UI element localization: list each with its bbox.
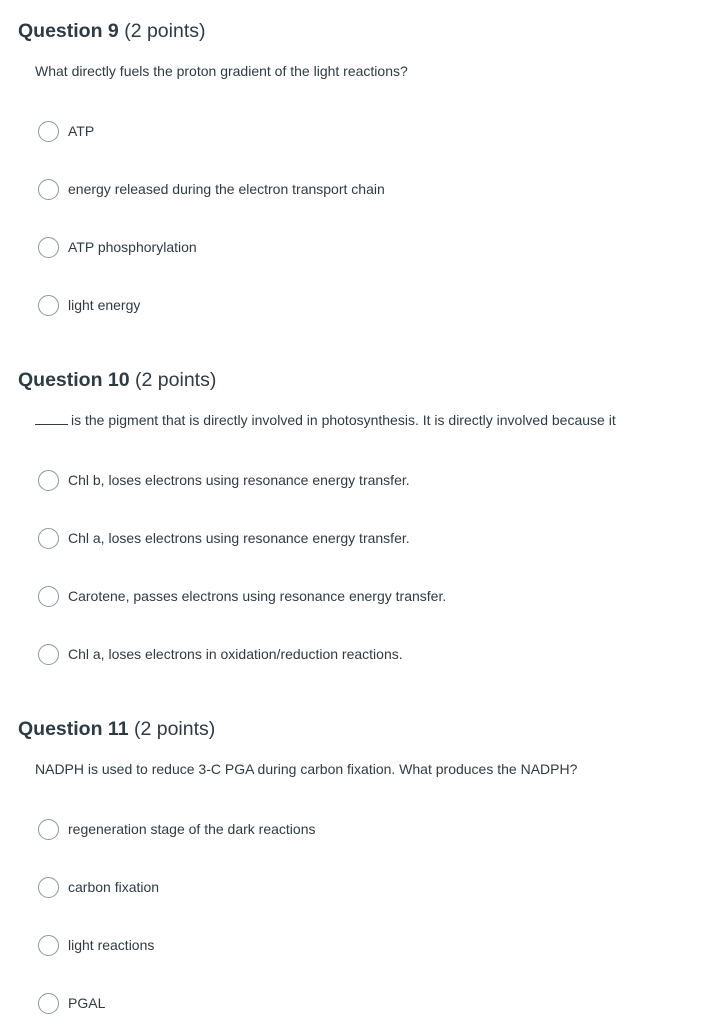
answer-label[interactable]: ATP <box>68 123 95 139</box>
answer-label[interactable]: light energy <box>68 297 141 313</box>
question-prompt: What directly fuels the proton gradient of the light reactions? <box>35 63 408 79</box>
answer-option[interactable] <box>38 932 154 958</box>
question-header <box>18 367 216 393</box>
answer-label[interactable]: light reactions <box>68 937 155 953</box>
question-points: (2 points) <box>133 718 216 740</box>
question-title: Question 9 <box>18 20 119 42</box>
answer-option[interactable] <box>38 118 94 144</box>
answer-option[interactable] <box>38 525 410 551</box>
radio-button[interactable] <box>38 470 59 491</box>
question-title: Question 10 <box>18 369 130 391</box>
question-prompt: NADPH is used to reduce 3-C PGA during carbon fixation. What produces the NADPH? <box>35 761 578 777</box>
answer-option[interactable] <box>38 292 140 318</box>
answer-option[interactable] <box>38 816 316 842</box>
answer-label[interactable]: regeneration stage of the dark reactions <box>68 821 316 837</box>
answer-option[interactable] <box>38 583 446 609</box>
radio-button[interactable] <box>38 528 59 549</box>
answer-option[interactable] <box>38 874 159 900</box>
question-prompt: is the pigment that is directly involved in photosynthesis. It is directly involved because it <box>71 412 616 428</box>
answer-label[interactable]: Chl b, loses electrons using resonance energy transfer. <box>68 472 410 488</box>
answer-label[interactable]: Chl a, loses electrons using resonance energy transfer. <box>68 530 410 546</box>
answer-option[interactable] <box>38 990 105 1016</box>
radio-button[interactable] <box>38 819 59 840</box>
answer-label[interactable]: energy released during the electron transport chain <box>68 181 385 197</box>
answer-option[interactable] <box>38 176 385 202</box>
answer-option[interactable] <box>38 467 410 493</box>
radio-button[interactable] <box>38 586 59 607</box>
question-title: Question 11 <box>18 718 129 740</box>
radio-button[interactable] <box>38 644 59 665</box>
answer-label[interactable]: PGAL <box>68 995 106 1011</box>
question-header <box>18 716 215 742</box>
radio-button[interactable] <box>38 877 59 898</box>
fill-in-blank <box>35 412 68 425</box>
answer-label[interactable]: ATP phosphorylation <box>68 239 197 255</box>
question-prompt-line <box>35 411 616 429</box>
question-points: (2 points) <box>135 369 217 391</box>
answer-option[interactable] <box>38 641 403 667</box>
radio-button[interactable] <box>38 237 59 258</box>
radio-button[interactable] <box>38 935 59 956</box>
radio-button[interactable] <box>38 179 59 200</box>
answer-label[interactable]: carbon fixation <box>68 879 160 895</box>
question-points: (2 points) <box>124 20 206 42</box>
question-header <box>18 18 206 44</box>
answer-label[interactable]: Chl a, loses electrons in oxidation/reduction reactions. <box>68 646 403 662</box>
radio-button[interactable] <box>38 295 59 316</box>
radio-button[interactable] <box>38 993 59 1014</box>
radio-button[interactable] <box>38 121 59 142</box>
answer-option[interactable] <box>38 234 197 260</box>
answer-label[interactable]: Carotene, passes electrons using resonance energy transfer. <box>68 588 447 604</box>
